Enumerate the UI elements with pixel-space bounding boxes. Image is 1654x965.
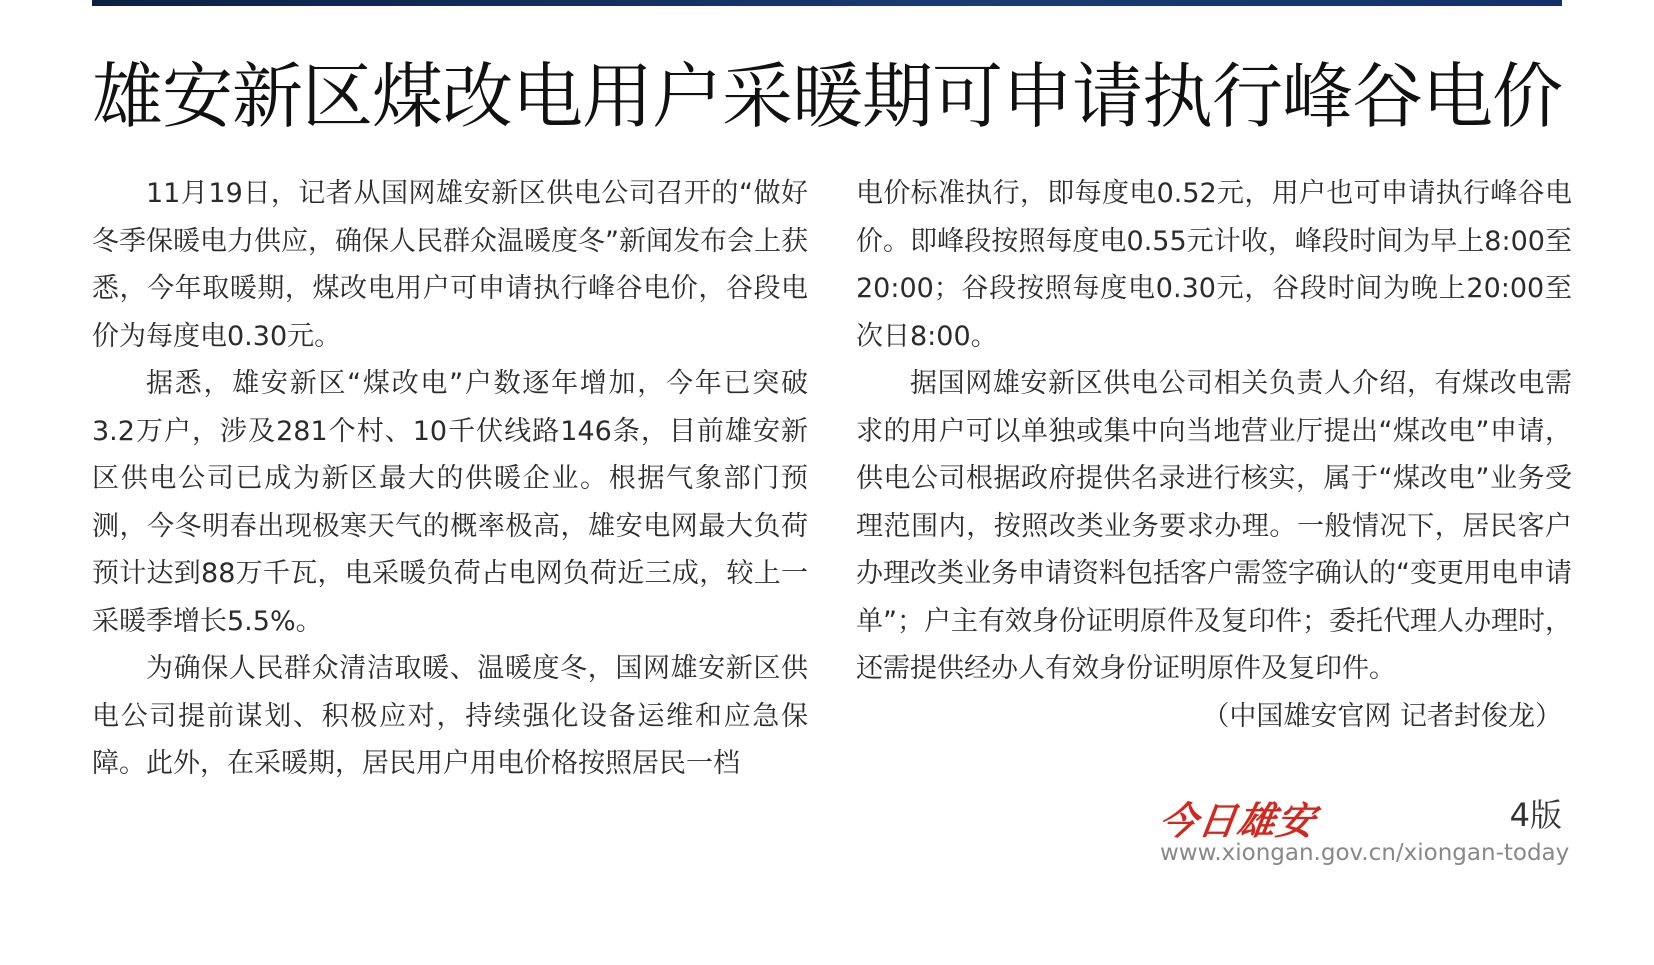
top-accent-bar — [92, 0, 1562, 6]
paragraph-4 — [856, 360, 1572, 732]
article-column-left — [92, 170, 808, 788]
article-column-right — [856, 170, 1572, 740]
page-title: 雄安新区煤改电用户采暖期可申请执行峰谷电价 — [92, 55, 1563, 138]
paragraph-2: 据悉，雄安新区“煤改电”户数逐年增加，今年已突破3.2万户，涉及281个村、10千伏线路146条，目前雄安新区供电公司已成为新区最大的供暖企业。根据气象部门预测，今冬明春出现极寒天气的概率极高，雄安电网最大负荷预计达到88万千瓦，电采暖负荷占电网负荷近三成，较上一采暖季增长5.5%。 — [92, 368, 808, 637]
paragraph-3-continued: 电价标准执行，即每度电0.52元，用户也可申请执行峰谷电价。即峰段按照每度电0.55元计收，峰段时间为早上8:00至20:00；谷段按照每度电0.30元，谷段时间为晚上20:00至次日8:00。 — [856, 178, 1572, 352]
paragraph-4-text: 据国网雄安新区供电公司相关负责人介绍，有煤改电需求的用户可以单独或集中向当地营业厅提出“煤改电”申请，供电公司根据政府提供名录进行核实，属于“煤改电”业务受理范围内，按照改类业务要求办理。一般情况下，居民客户办理改类业务申请资料包括客户需签字确认的“变更用电申请单”；户主有效身份证明原件及复印件；委托代理人办理时，还需提供经办人有效身份证明原件及复印件。 — [856, 368, 1572, 684]
paragraph-3: 为确保人民群众清洁取暖、温暖度冬，国网雄安新区供电公司提前谋划、积极应对，持续强化设备运维和应急保障。此外，在采暖期，居民用户用电价格按照居民一档 — [92, 653, 808, 779]
page-number: 4版 — [1509, 796, 1562, 834]
footer-masthead — [1156, 790, 1570, 880]
publication-logo: 今日雄安 — [1156, 798, 1319, 843]
paragraph-1: 11月19日，记者从国网雄安新区供电公司召开的“做好冬季保暖电力供应，确保人民群众温暖度冬”新闻发布会上获悉，今年取暖期，煤改电用户可申请执行峰谷电价，谷段电价为每度电0.30元。 — [92, 178, 808, 352]
article-credit: （中国雄安官网 记者封俊龙） — [1202, 700, 1562, 732]
site-url[interactable]: www.xiongan.gov.cn/xiongan-today — [1160, 840, 1570, 866]
